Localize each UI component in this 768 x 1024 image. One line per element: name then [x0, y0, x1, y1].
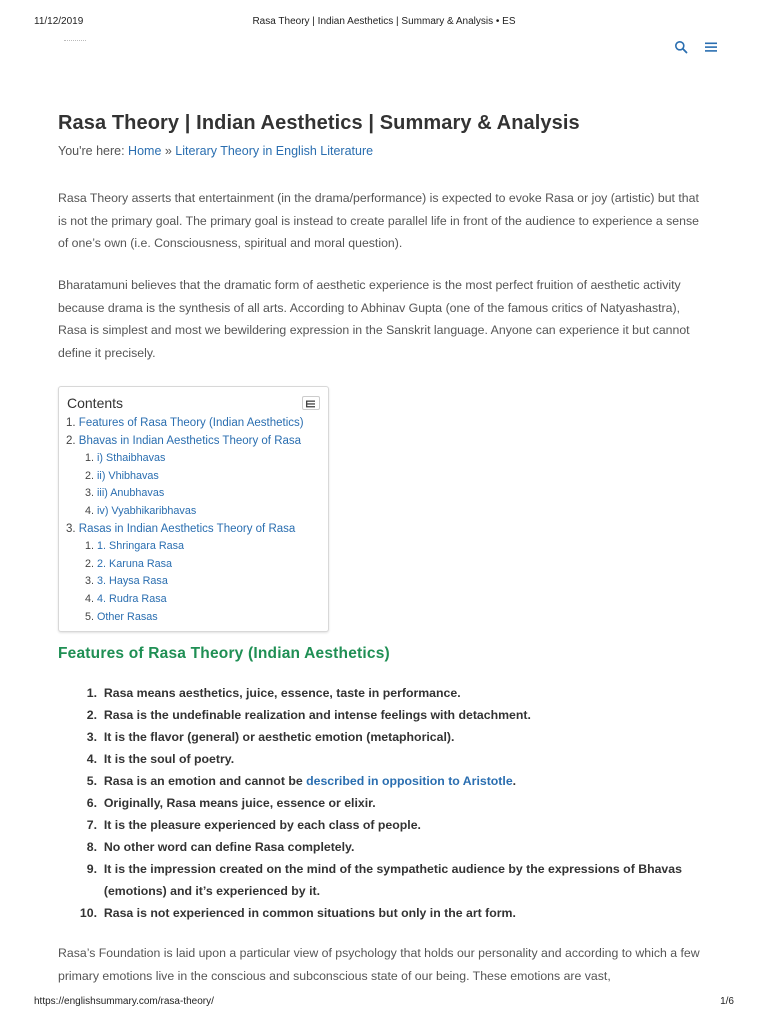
toc-item	[66, 415, 304, 433]
toc-item-number: 3.	[66, 522, 76, 535]
toc-item	[66, 556, 304, 574]
feature-text	[104, 836, 355, 858]
feature-number: 5.	[86, 774, 97, 788]
toc-item-number: 1.	[66, 417, 76, 429]
feature-number: 7.	[86, 818, 97, 832]
feature-number: 10.	[79, 906, 97, 920]
toc-item-number: 1.	[85, 540, 95, 553]
feature-text	[104, 704, 531, 726]
feature-text	[104, 902, 516, 924]
site-logo[interactable]	[64, 34, 86, 41]
feature-text	[104, 858, 698, 902]
feature-text-main: No other word can define Rasa completely.	[103, 840, 355, 854]
feature-number: 8.	[86, 840, 97, 854]
feature-link[interactable]: described in opposition to Aristotle	[306, 774, 513, 788]
print-date: 11/12/2019	[34, 16, 84, 27]
page-title: Rasa Theory | Indian Aesthetics | Summary & Analysis	[58, 112, 580, 134]
print-title: Rasa Theory | Indian Aesthetics | Summary & Analysis • ES	[252, 16, 516, 27]
feature-number: 3.	[86, 730, 97, 744]
toc-item	[66, 450, 304, 468]
bharatamuni-paragraph: Bharatamuni believes that the dramatic form of aesthetic experience is the most perfect fruition of aesthetic activity because drama is the synthesis of all arts. According to Abhinav Gupta (one of the famous critics of Natyashastra), Rasa is simplest and most we bewildering expression in the Sanskrit language. Anyone can experience it but cannot define it precisely.	[58, 278, 690, 360]
feature-text	[104, 770, 516, 792]
toc-title: Contents	[67, 395, 124, 411]
toc-item-number: 4.	[85, 504, 95, 517]
feature-text-main: Rasa is the undefinable realization and intense feelings with detachment.	[103, 708, 531, 722]
feature-text-main: Rasa is not experienced in common situations but only in the art form.	[103, 906, 516, 920]
toc-link[interactable]: 2. Karuna Rasa	[97, 557, 173, 570]
toc-item	[66, 591, 304, 609]
feature-number: 9.	[86, 862, 97, 876]
feature-text-main: It is the flavor (general) or aesthetic emotion (metaphorical).	[103, 730, 455, 744]
menu-icon[interactable]	[704, 40, 718, 54]
toc-link[interactable]: Bhavas in Indian Aesthetics Theory of Rasa	[78, 434, 302, 447]
toc-item	[66, 485, 304, 503]
toc-list	[66, 415, 304, 626]
toc-link[interactable]: 3. Haysa Rasa	[97, 575, 168, 588]
toc-item	[66, 521, 304, 539]
toc-toggle-button[interactable]	[302, 396, 320, 410]
toc-item-number: 2.	[85, 469, 95, 482]
toc-item-number: 2.	[66, 434, 76, 447]
feature-text-main: Rasa means aesthetics, juice, essence, taste in performance.	[103, 686, 461, 700]
feature-text	[104, 814, 421, 836]
feature-number: 4.	[86, 752, 97, 766]
toc-item	[66, 573, 304, 591]
feature-item	[58, 682, 698, 704]
feature-item	[58, 704, 698, 726]
print-page-number: 1/6	[720, 996, 734, 1007]
feature-item	[58, 748, 698, 770]
feature-text	[104, 726, 455, 748]
feature-item	[58, 902, 698, 924]
feature-item	[58, 792, 698, 814]
breadcrumb	[58, 144, 373, 158]
feature-number: 1.	[86, 686, 97, 700]
feature-text-main: Originally, Rasa means juice, essence or elixir.	[103, 796, 376, 810]
header-actions	[674, 40, 718, 54]
toc-item	[66, 609, 304, 627]
feature-text	[104, 748, 234, 770]
feature-text-main: It is the soul of poetry.	[103, 752, 235, 766]
table-of-contents	[58, 386, 329, 632]
toc-link[interactable]: iii) Anubhavas	[97, 487, 165, 500]
feature-number: 2.	[86, 708, 97, 722]
feature-text-main: Rasa is an emotion and cannot be	[103, 774, 307, 788]
toc-link[interactable]: i) Sthaibhavas	[97, 452, 166, 465]
feature-item	[58, 836, 698, 858]
feature-item	[58, 814, 698, 836]
toc-link[interactable]: iv) Vyabhikaribhavas	[97, 504, 197, 517]
toc-item-number: 5.	[85, 610, 95, 623]
toc-item-number: 3.	[85, 575, 95, 588]
toc-item-number: 4.	[85, 592, 95, 605]
feature-item	[58, 726, 698, 748]
intro-paragraph: Rasa Theory asserts that entertainment (in the drama/performance) is expected to evoke Rasa or joy (artistic) but that is not the primary goal. The primary goal is instead to create parallel life in front of the audience to experience a sense of one’s own (i.e. Consciousness, spiritual and moral question).	[58, 191, 699, 250]
toc-link[interactable]: 4. Rudra Rasa	[97, 592, 167, 605]
feature-number: 6.	[86, 796, 97, 810]
print-header	[0, 16, 768, 30]
breadcrumb-category-link[interactable]: Literary Theory in English Literature	[175, 144, 374, 158]
feature-text-main: It is the pleasure experienced by each class of people.	[103, 818, 421, 832]
toc-item	[66, 468, 304, 486]
features-heading: Features of Rasa Theory (Indian Aesthetics)	[58, 645, 390, 662]
breadcrumb-prefix: You're here:	[58, 144, 129, 158]
list-toggle-icon	[303, 398, 319, 410]
search-icon[interactable]	[674, 40, 688, 54]
breadcrumb-separator: »	[161, 144, 176, 158]
toc-item	[66, 538, 304, 556]
toc-link[interactable]: Rasas in Indian Aesthetics Theory of Rasa	[78, 522, 296, 535]
toc-link[interactable]: 1. Shringara Rasa	[97, 540, 185, 553]
toc-item	[66, 433, 304, 451]
toc-link[interactable]: Features of Rasa Theory (Indian Aesthetics)	[78, 417, 304, 429]
feature-item	[58, 858, 698, 902]
feature-text	[104, 682, 461, 704]
feature-text-main: It is the impression created on the mind of the sympathetic audience by the expressions of Bhavas (emotions) and it’s experienced by it.	[103, 862, 682, 898]
toc-item-number: 2.	[85, 557, 95, 570]
breadcrumb-home-link[interactable]: Home	[128, 144, 162, 158]
toc-link[interactable]: ii) Vhibhavas	[97, 469, 159, 482]
foundation-paragraph: Rasa’s Foundation is laid upon a particular view of psychology that holds our personality and according to which a few primary emotions live in the conscious and subconscious state of our being. These emotions are vast,	[58, 946, 700, 983]
toc-item-number: 3.	[85, 487, 95, 500]
feature-text-after: .	[512, 774, 517, 788]
print-url: https://englishsummary.com/rasa-theory/	[34, 996, 214, 1007]
toc-item	[66, 503, 304, 521]
feature-text	[104, 792, 376, 814]
toc-link[interactable]: Other Rasas	[97, 610, 158, 623]
features-list	[58, 682, 698, 924]
feature-item	[58, 770, 698, 792]
toc-item-number: 1.	[85, 452, 95, 465]
